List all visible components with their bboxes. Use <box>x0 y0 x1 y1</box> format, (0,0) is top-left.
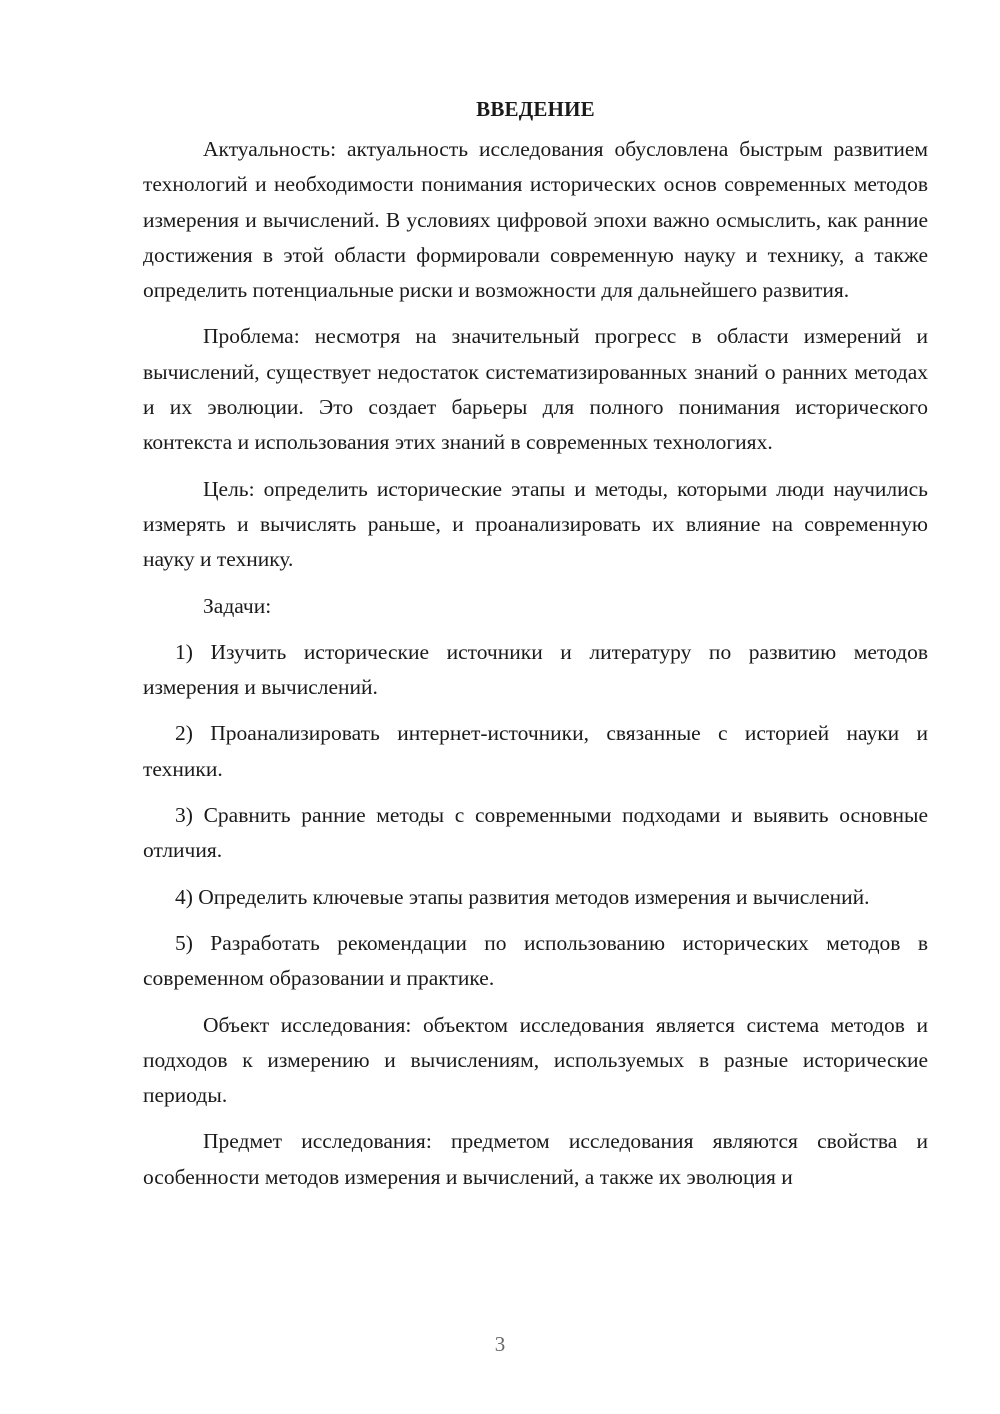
document-page <box>143 92 928 1206</box>
problem-paragraph: Проблема: несмотря на значительный прогресс в области измерений и вычислений, существует недостаток систематизированных знаний о ранних методах и их эволюции. Это создает барьеры для полного понимания исторического контекста и использования этих знаний в современных технологиях. <box>143 324 928 455</box>
object-paragraph: Объект исследования: объектом исследования является система методов и подходов к измерению и вычислениям, используемых в разные исторические периоды. <box>143 1012 928 1108</box>
task-item-1: 1) Изучить исторические источники и литературу по развитию методов измерения и вычислений. <box>143 639 928 700</box>
section-title: ВВЕДЕНИЕ <box>476 97 595 121</box>
goal-paragraph: Цель: определить исторические этапы и методы, которыми люди научились измерять и вычислять раньше, и проанализировать их влияние на современную науку и технику. <box>143 476 928 572</box>
page-number: 3 <box>494 1332 506 1356</box>
subject-paragraph: Предмет исследования: предметом исследования являются свойства и особенности методов измерения и вычислений, а также их эволюция и <box>143 1129 928 1189</box>
task-item-3: 3) Сравнить ранние методы с современными подходами и выявить основные отличия. <box>143 803 928 863</box>
task-item-4: 4) Определить ключевые этапы развития методов измерения и вычислений. <box>175 884 870 909</box>
tasks-heading: Задачи: <box>203 593 272 618</box>
task-item-5: 5) Разработать рекомендации по использованию исторических методов в современном образовании и практике. <box>143 930 928 991</box>
relevance-paragraph: Актуальность: актуальность исследования обусловлена быстрым развитием технологий и необходимости понимания исторических основ современных методов измерения и вычислений. В условиях цифровой эпохи важно осмыслить, как ранние достижения в этой области формировали современную науку и технику, а также определить потенциальные риски и возможности для дальнейшего развития. <box>143 137 928 303</box>
task-item-2: 2) Проанализировать интернет-источники, связанные с историей науки и техники. <box>143 721 928 781</box>
